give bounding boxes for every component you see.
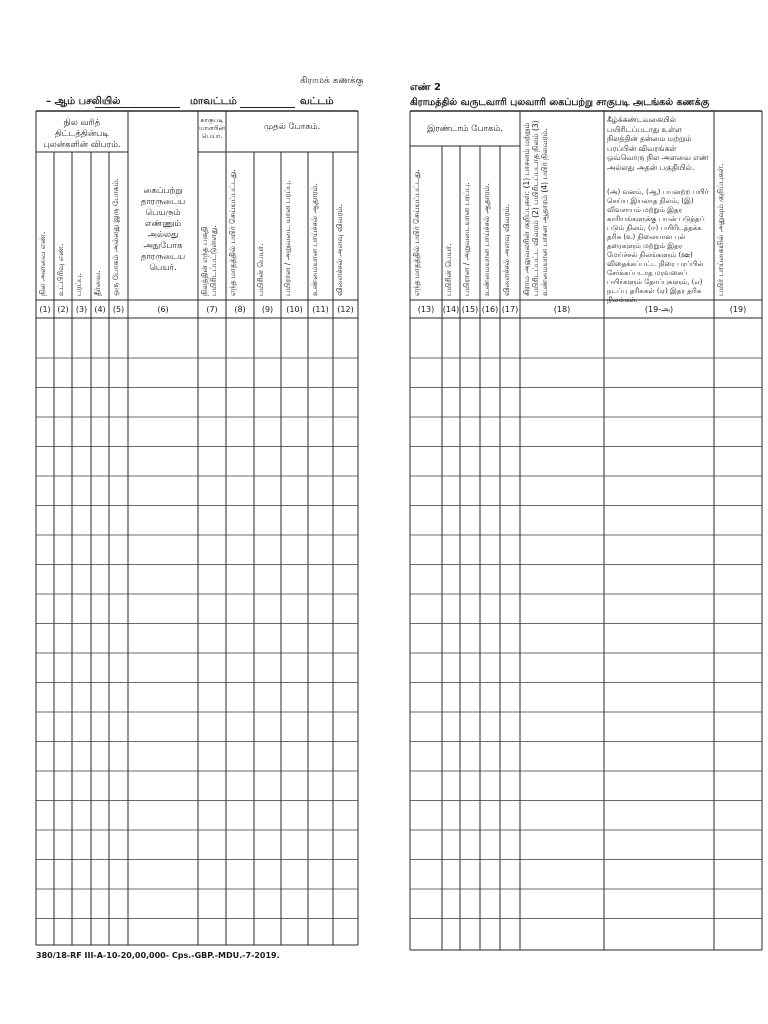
colnum-19: (19): [729, 305, 747, 314]
col-harvested-area-2: பயிரான / அறுவடையான பரப்பு.: [462, 182, 471, 296]
second-season-group-header: இரண்டாம் போகம்.: [426, 124, 503, 134]
colnum-13: (13): [417, 305, 435, 314]
colnum-9: (9): [261, 305, 274, 314]
fasli-year-label: – ஆம் பசலியில்: [46, 96, 121, 107]
col-survey-no: நில அளவை எண்.: [38, 231, 47, 296]
colnum-15: (15): [461, 305, 479, 314]
col-season-type: ஒரு போகம் அல்லது இரு போகம்.: [111, 177, 120, 296]
colnum-4: (4): [94, 305, 106, 314]
col-crop-remarks: பயிர் பாய்கையில் அதுவும் குறிப்புகள்.: [716, 163, 725, 296]
col-subdivision-no: உட்பிரிவு எண்.: [56, 243, 65, 296]
colnum-11: (11): [312, 305, 329, 314]
col-irrigation-source: உண்மையான பாய்ச்சல் ஆதாரம்.: [310, 183, 319, 296]
colnum-19a: (19-அ): [644, 305, 674, 314]
print-code-footer: 380/18-RF III-A-10-20,00,000- Cps.-GBP.-MDU.-7-2019.: [36, 951, 280, 960]
colnum-7: (7): [206, 305, 218, 314]
col-yield-details: விளைச்சல் அளவு விவரம்.: [335, 204, 344, 296]
district-fill-line: [240, 107, 295, 108]
colnum-10: (10): [286, 305, 303, 314]
cultivator-name-header: காகுபடி யாளரின் பெயர்.: [199, 116, 225, 140]
colnum-17: (17): [501, 305, 519, 314]
col-crop-name-2: பயிரின் பெயர்.: [444, 243, 453, 296]
colnum-12: (12): [337, 305, 354, 314]
colnum-6: (6): [157, 305, 169, 314]
fasli-fill-line: [95, 107, 180, 108]
colnum-8: (8): [234, 305, 246, 314]
col-uncultivated-land-header: கீழ்க்கண்டவகையில் பயிரிடப்படாது உள்ள நிலத்தின் தன்மை மற்றும் பரப்பின் விவரங்கள் ஒவ்வொரு நில அளவை எண் அல்லது அதன் பகுதியில்.: [607, 115, 709, 172]
colnum-14: (14): [442, 305, 460, 314]
taluk-label: வட்டம்: [300, 96, 334, 107]
district-label: மாவட்டம்: [190, 96, 237, 107]
col-yield-details-2: விளைச்சல் அளவு விவரம்.: [502, 204, 511, 296]
colnum-1: (1): [39, 305, 51, 314]
form-number: எண் 2: [410, 82, 441, 93]
colnum-3: (3): [75, 305, 88, 314]
col-uncultivated-land-list: (அ) வனம், (ஆ) பயனற்ற பயிர் செய்ய இயலாத நிலம், (இ) விவசாயம் மற்றும் இதர காரியங்களுக்கு பயன் படுத்தப் படும் நிலம், (ஈ) பயிரிடத்தக்க தரிசு (உ) நிலையான புல் தரைகளும் மற்றும் இதர மேய்ச்சல் நிலங்களும் (ஊ) விதைக்கப்பட்ட நிரை பரப்பில் சேர்க்கப்படாத மரவகைப் பயிர்களும் தோப்புகளும், (எ) நடப்பு தரிசுகள் (ஏ) இதர தரிசு நிலங்கள்.: [607, 188, 709, 304]
col-pattadar-name: கைப்பற்று தாரருடைய பெயரும் எண்ணும் அல்லது அநுபோக தாரருடைய பெயர்.: [140, 186, 186, 273]
col-harvested-area: பயிரான / அறுவடை யான பரப்பு.: [283, 180, 292, 296]
col-irrigation-source-2: உண்மையான பாய்ச்சல் ஆதாரம்.: [482, 183, 491, 296]
colnum-2: (2): [57, 305, 69, 314]
land-details-group-header: நில வரித் திட்டத்தின்படி புலன்களின் விபரம்.: [43, 118, 121, 150]
col-assessment: தீர்வை.: [93, 270, 102, 296]
col-crop-name: பயிரின் பெயர்.: [256, 243, 265, 296]
colnum-5: (5): [112, 305, 125, 314]
colnum-18: (18): [553, 305, 571, 314]
register-title: கிராமத்தில் வருடவாரி புலவாரி கைப்பற்று சாகுபடி அடங்கல் கணக்கு: [410, 97, 710, 108]
col-area: பரப்பு.: [74, 272, 83, 296]
col-month-sown: எந்த மாதத்தில் பயிர் செய்யப்பட்டது.: [228, 169, 237, 296]
col-vao-remarks: கிராம அலுவலரின் குறிப்புகள்: (1) பாசனம் மற்றும் பயிரிடப்பட்ட விவரம் (2) பயிரிடப்படாத நிலம் (3) உண்மையான பாசன ஆதாரம் (4) பயிர் நிலவரம்.: [522, 120, 549, 296]
colnum-16: (16): [481, 305, 499, 314]
first-season-group-header: முதல் போகம்.: [263, 122, 321, 132]
col-cultivated-portion: நிலத்தின் எந்த பகுதி பயிரிடப்பட்டுள்ளது.: [200, 225, 218, 296]
col-month-sown-2: எந்த மாதத்தில் பயிர் செய்யப்பட்டது.: [412, 169, 421, 296]
village-account-label: கிராமக் கணக்கு: [300, 76, 364, 86]
